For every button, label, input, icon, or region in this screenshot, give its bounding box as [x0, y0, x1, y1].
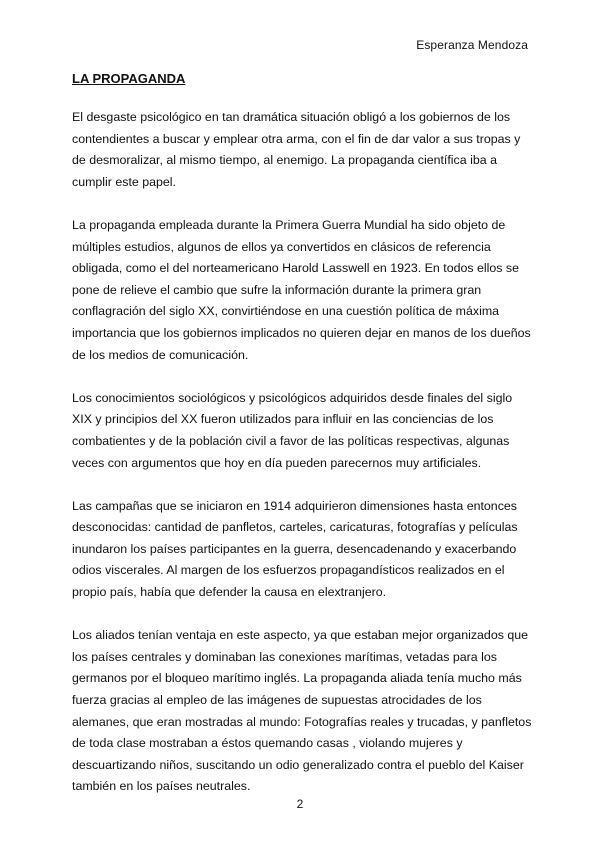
paragraph-1: El desgaste psicológico en tan dramática situación obligó a los gobiernos de los contendientes a buscar y emplear otra arma, con el fin de dar valor a sus tropas y de desmoralizar, al mismo tiempo, al enemigo. La propaganda científica iba a cumplir este papel.: [72, 110, 521, 189]
paragraph-2: La propaganda empleada durante la Primera Guerra Mundial ha sido objeto de múltiples estudios, algunos de ellos ya convertidos en clásicos de referencia obligada, como el del norteamericano Harold Lasswell en 1923. En todos ellos se pone de relieve el cambio que sufre la información durante la primera gran conflagración del siglo XX, convirtiéndose en una cuestión política de máxima importancia que los gobiernos implicados no quieren dejar en manos de los dueños de los medios de comunicación.: [72, 217, 531, 362]
page-header-author: Esperanza Mendoza: [416, 38, 528, 52]
page-number: 2: [296, 797, 304, 811]
page-title: LA PROPAGANDA: [72, 71, 186, 86]
body-text: [72, 107, 532, 820]
paragraph-4: Las campañas que se iniciaron en 1914 adquirieron dimensiones hasta entonces desconocidas: cantidad de panfletos, carteles, caricaturas, fotografías y películas inundaron los países participantes en la guerra, desencadenando y exacerbando odios viscerales. Al margen de los esfuerzos propagandísticos realizados en el propio país, había que defender la causa en elextranjero.: [72, 498, 518, 600]
paragraph-5: Los aliados tenían ventaja en este aspecto, ya que estaban mejor organizados que los países centrales y dominaban las conexiones marítimas, vetadas para los germanos por el bloqueo marítimo inglés. La propaganda aliada tenía mucho más fuerza gracias al empleo de las imágenes de supuestas atrocidades de los alemanes, que eran mostradas al mundo: Fotografías reales y trucadas, y panfletos de toda clase mostraban a éstos quemando casas , violando mujeres y descuartizando niños, suscitando un odio generalizado contra el pueblo del Kaiser también en los países neutrales.: [72, 628, 532, 794]
paragraph-3: Los conocimientos sociológicos y psicológicos adquiridos desde finales del siglo XIX y principios del XX fueron utilizados para influir en las conciencias de los combatientes y de la población civil a favor de las políticas respectivas, algunas veces con argumentos que hoy en día pueden parecernos muy artificiales.: [72, 390, 513, 470]
